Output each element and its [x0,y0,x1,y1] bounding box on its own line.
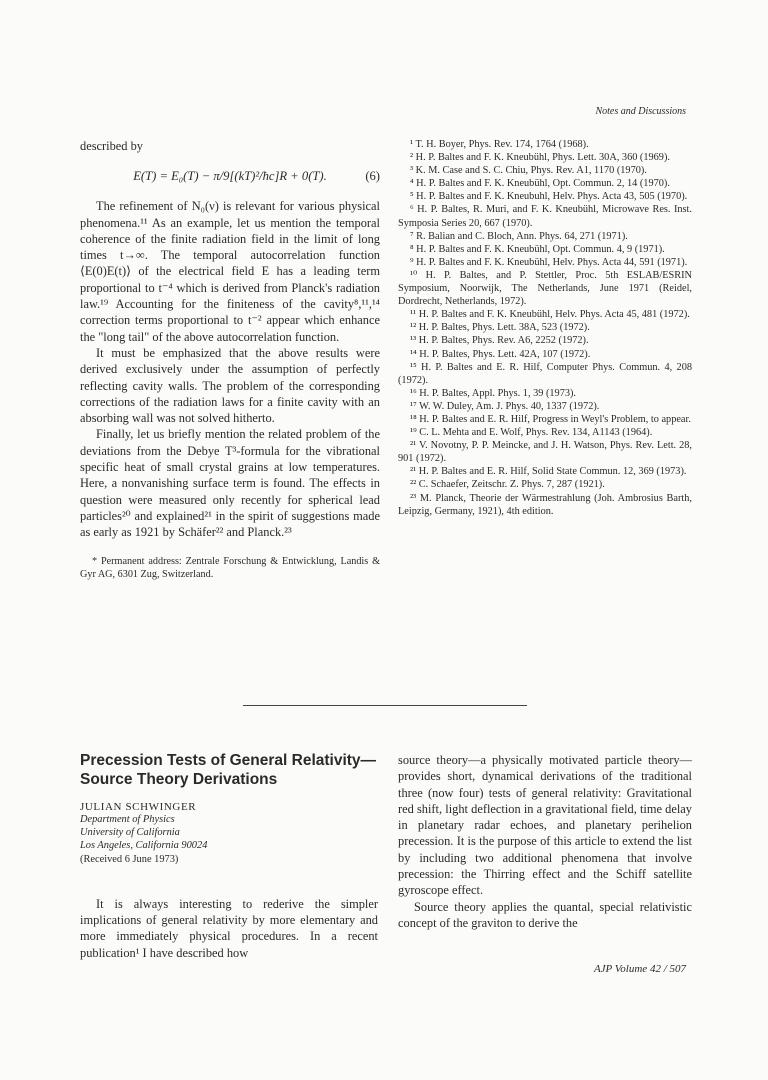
reference-item: ⁷ R. Balian and C. Bloch, Ann. Phys. 64, 271 (1971). [410,230,628,242]
reference-item: ¹⁹ C. L. Mehta and E. Wolf, Phys. Rev. 134, A1143 (1964). [410,427,653,439]
paragraph: source theory—a physically motivated particle theory—provides short, dynamical derivations of the traditional three (now four) tests of general relativity: Gravitational red shift, light deflection in a gravitational field, time delay in planetary radar echoes, and planetary perihelion precession. It is the purpose of this article to extend the list by including two additional phenomena that involve precession: the Thirring effect and the Schiff satellite gyroscope effect. [398,753,692,898]
affiliation-line: University of California [80,827,180,839]
reference-item: ¹⁴ H. P. Baltes, Phys. Lett. 42A, 107 (1972). [410,348,591,360]
paragraph: Finally, let us briefly mention the related problem of the deviations from the Debye T³-formula for the vibrational specific heat of small crystal grains at low temperatures. Here, a nonvanishing surface term is found. The effects in question were measured only recently for spherical lead particles²⁰ and explained²¹ in the spirit of suggestions made as early as 1921 by Schäfer²² and Planck.²³ [80,427,380,540]
paragraph: The refinement of N₀(ν) is relevant for various physical phenomena.¹¹ As an example, let us mention the temporal coherence of the finite radiation field in the limit of long times t→∞. The temporal autocorrelation function ⟨E(0)E(t)⟩ of the electrical field E has a leading term proportional to t⁻⁴ which is derived from Planck's radiation law.¹⁹ Accounting for the finiteness of the cavity⁸,¹¹,¹⁴ correction terms proportional to t⁻² appear which enhance the "long tail" of the above autocorrelation function. [80,199,380,344]
affiliation-line: Los Angeles, California 90024 [80,840,208,852]
reference-item: ¹⁷ W. W. Duley, Am. J. Phys. 40, 1337 (1972). [410,400,600,412]
reference-list [398,138,692,518]
reference-item: ²³ M. Planck, Theorie der Wärmestrahlung (Joh. Ambrosius Barth, Leipzig, Germany, 1921), 4th edition. [398,492,692,517]
intro-text: described by [80,139,143,153]
affiliation-line: Department of Physics [80,814,175,825]
reference-item: ¹⁸ H. P. Baltes and E. R. Hilf, Progress in Weyl's Problem, to appear. [410,413,691,425]
reference-item: ⁶ H. P. Baltes, R. Muri, and F. K. Kneubühl, Microwave Res. Inst. Symposia Series 20, 667 (1970). [398,204,692,229]
reference-item: ¹² H. P. Baltes, Phys. Lett. 38A, 523 (1972). [410,322,590,334]
reference-item: ³ K. M. Case and S. C. Chiu, Phys. Rev. A1, 1170 (1970). [410,165,647,177]
reference-item: ¹⁰ H. P. Baltes, and P. Stettler, Proc. 5th ESLAB/ESRIN Symposium, Noorwijk, The Netherlands, June 1971 (Reidel, Dordrecht, Netherlands, 1972). [398,269,692,308]
reference-item: ²¹ H. P. Baltes and E. R. Hilf, Solid State Commun. 12, 369 (1973). [410,466,687,478]
reference-item: ²² C. Schaefer, Zeitschr. Z. Phys. 7, 287 (1921). [410,479,605,491]
equation-6 [80,169,380,184]
author-name: JULIAN SCHWINGER [80,801,197,813]
reference-item: ² H. P. Baltes and F. K. Kneubühl, Phys. Lett. 30A, 360 (1969). [410,152,670,164]
reference-item: ⁸ H. P. Baltes and F. K. Kneubühl, Opt. Commun. 4, 9 (1971). [410,243,665,255]
article-title: Precession Tests of General Relativity—Source Theory Derivations [80,752,377,788]
reference-item: ⁴ H. P. Baltes and F. K. Kneubühl, Opt. Commun. 2, 14 (1970). [410,178,670,190]
reference-item: ⁵ H. P. Baltes and F. K. Kneubuhl, Helv. Phys. Acta 43, 505 (1970). [410,191,688,203]
section-divider [243,705,527,706]
reference-item: ¹⁵ H. P. Baltes and E. R. Hilf, Computer Phys. Commun. 4, 208 (1972). [398,361,692,386]
footnote: * Permanent address: Zentrale Forschung & Entwicklung, Landis & Gyr AG, 6301 Zug, Switzerland. [80,555,380,580]
reference-item: ¹ T. H. Boyer, Phys. Rev. 174, 1764 (1968). [410,139,589,150]
reference-item: ⁹ H. P. Baltes and F. K. Kneubühl, Helv. Phys. Acta 44, 591 (1971). [410,256,688,268]
references-column [398,138,692,518]
received-date: (Received 6 June 1973) [80,853,179,865]
paragraph: It is always interesting to rederive the simpler implications of general relativity by more elementary and more immediately physical procedures. In a recent publication¹ I have described how [80,896,378,960]
article-right-column [398,752,692,931]
article-left-column [80,752,378,961]
paragraph: Source theory applies the quantal, special relativistic concept of the graviton to derive the [398,899,692,930]
reference-item: ²¹ V. Novotny, P. P. Meincke, and J. H. Watson, Phys. Rev. Lett. 28, 901 (1972). [398,440,692,465]
running-header: Notes and Discussions [595,106,686,117]
reference-item: ¹¹ H. P. Baltes and F. K. Kneubühl, Helv. Phys. Acta 45, 481 (1972). [410,309,690,321]
page-footer: AJP Volume 42 / 507 [593,963,686,975]
reference-item: ¹⁶ H. P. Baltes, Appl. Phys. 1, 39 (1973). [410,387,577,399]
reference-item: ¹³ H. P. Baltes, Phys. Rev. A6, 2252 (1972). [410,335,589,347]
equation-number: (6) [365,169,380,184]
left-column-top [80,138,380,581]
equation-text: E(T) = E₀(T) − π/9[(kT)²/ħc]R + 0(T). [133,169,327,184]
paragraph: It must be emphasized that the above results were derived exclusively under the assumption of perfectly reflecting cavity walls. The problem of the corresponding corrections of the radiation laws for a finite cavity with an absorbing wall was not solved hitherto. [80,345,380,426]
